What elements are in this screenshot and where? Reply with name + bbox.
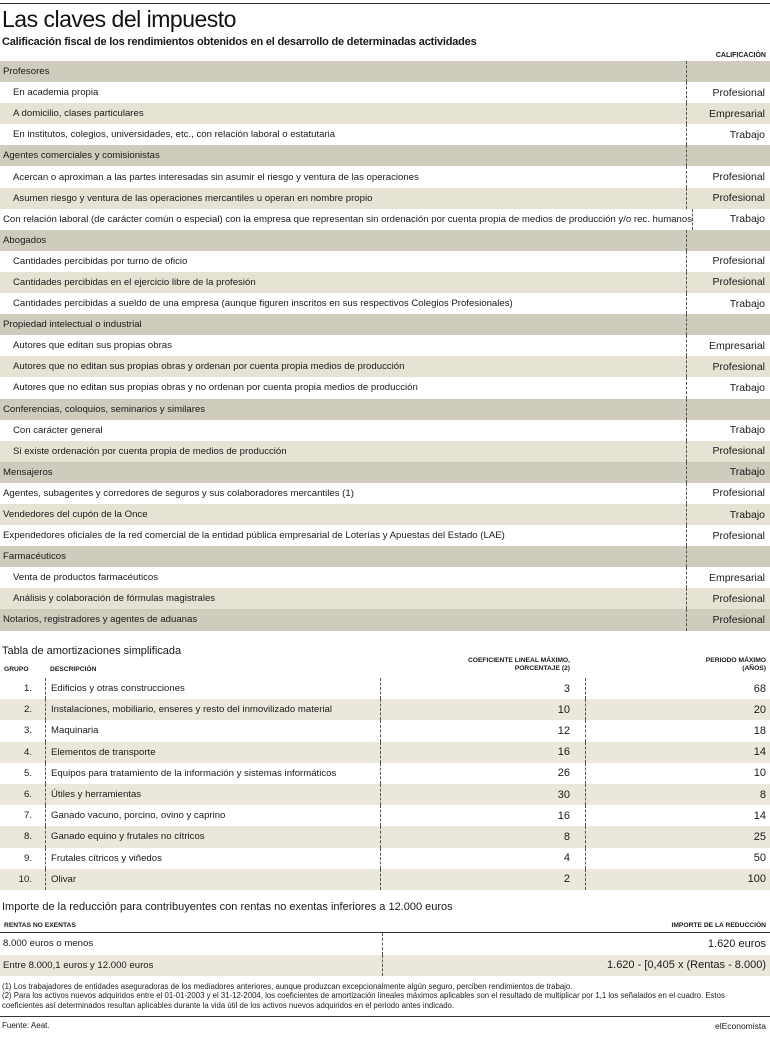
- periodo-header: [706, 657, 766, 673]
- row-description: Conferencias, coloquios, seminarios y similares: [3, 403, 206, 415]
- row-calificacion: [686, 230, 770, 251]
- row-coeficiente: 26: [381, 763, 586, 784]
- row-grupo: 7.: [23, 810, 32, 822]
- row-description: Cantidades percibidas por turno de oficio: [13, 255, 188, 267]
- category-row: [0, 61, 770, 82]
- row-description: En academia propia: [13, 87, 99, 99]
- table-row: [0, 699, 770, 720]
- coeficiente-header-line1: COEFICIENTE LINEAL MÁXIMO,: [467, 657, 570, 664]
- row-grupo: 2.: [23, 704, 32, 716]
- category-row: [0, 609, 770, 630]
- row-calificacion: Trabajo: [686, 293, 770, 314]
- page-subtitle: Calificación fiscal de los rendimientos obtenidos en el desarrollo de determinadas actividades: [2, 36, 477, 48]
- category-row: [0, 314, 770, 335]
- row-periodo: 8: [759, 788, 766, 801]
- row-descripcion: Ganado vacuno, porcino, ovino y caprino: [45, 805, 381, 826]
- row-calificacion: Empresarial: [686, 567, 770, 588]
- importe-header: IMPORTE DE LA REDUCCIÓN: [671, 922, 766, 929]
- row-descripcion: Ganado equino y frutales no cítricos: [45, 826, 381, 847]
- row-calificacion: [686, 145, 770, 166]
- table-row: [0, 848, 770, 869]
- row-descripcion: Equipos para tratamiento de la información y sistemas informáticos: [45, 763, 381, 784]
- category-row: [0, 399, 770, 420]
- row-grupo: 1.: [23, 683, 32, 695]
- row-descripcion: Instalaciones, mobiliario, enseres y resto del inmovilizado material: [45, 699, 381, 720]
- row-description: Autores que editan sus propias obras: [13, 340, 172, 352]
- row-calificacion: Trabajo: [686, 124, 770, 145]
- row-coeficiente: 8: [381, 826, 586, 847]
- row-calificacion: Empresarial: [686, 335, 770, 356]
- row-description: Expendedores oficiales de la red comercial de la entidad pública empresarial de Loterías y Apuestas del Estado (LAE): [3, 530, 505, 542]
- row-coeficiente: 3: [381, 678, 586, 699]
- row-description: Farmacéuticos: [3, 551, 66, 563]
- row-description: Cantidades percibidas en el ejercicio libre de la profesión: [13, 276, 256, 288]
- table-row: [0, 742, 770, 763]
- row-coeficiente: 12: [381, 720, 586, 741]
- coeficiente-header: [468, 657, 570, 673]
- table-row: [0, 103, 770, 124]
- row-grupo: 4.: [23, 746, 32, 758]
- row-description: Con relación laboral (de carácter común o especial) con la empresa que representan sin ordenación por cuenta propia de medios de producción y/o rec. humanos: [3, 213, 693, 225]
- table-row: [0, 933, 770, 955]
- row-importe: 1.620 euros: [707, 937, 766, 950]
- row-descripcion: Útiles y herramientas: [45, 784, 381, 805]
- table-row: [0, 567, 770, 588]
- row-grupo: 6.: [23, 789, 32, 801]
- row-description: Venta de productos farmacéuticos: [13, 572, 159, 584]
- row-calificacion: Trabajo: [686, 504, 770, 525]
- periodo-header-line2: (AÑOS): [742, 665, 766, 672]
- row-grupo: 3.: [23, 725, 32, 737]
- row-coeficiente: 16: [381, 805, 586, 826]
- footnote-2: (2) Para los activos nuevos adquiridos entre el 01-01-2003 y el 31-12-2004, los coeficientes de amortización lineales máximos aplicables son el resultado de multiplicar por 1,1 los señalados en el cuadro. Estos coeficientes así determinados resultan aplicables durante la vida útil de los activos nuevos adquiridos en el periodo antes indicado.: [2, 991, 725, 1010]
- row-calificacion: Trabajo: [692, 209, 770, 230]
- row-calificacion: [686, 546, 770, 567]
- row-coeficiente: 10: [381, 699, 586, 720]
- rentas-header: RENTAS NO EXENTAS: [4, 922, 76, 929]
- row-rentas: Entre 8.000,1 euros y 12.000 euros: [0, 955, 383, 977]
- footnote-1: (1) Los trabajadores de entidades aseguradoras de los mediadores anteriores, aunque produzcan excepcionalmente algún seguro, perciben rendimientos de trabajo.: [2, 982, 573, 991]
- row-periodo: 20: [753, 703, 766, 716]
- row-description: Agentes comerciales y comisionistas: [3, 150, 160, 162]
- row-description: Acercan o aproximan a las partes interesadas sin asumir el riesgo y ventura de las operaciones: [13, 171, 419, 183]
- row-descripcion: Maquinaria: [45, 720, 381, 741]
- row-calificacion: [686, 314, 770, 335]
- table-row: [0, 82, 770, 103]
- row-periodo: 100: [747, 873, 766, 886]
- row-descripcion: Edificios y otras construcciones: [45, 678, 381, 699]
- table-row: [0, 588, 770, 609]
- category-row: [0, 462, 770, 483]
- reduccion-table: [0, 932, 770, 976]
- row-calificacion: Trabajo: [686, 420, 770, 441]
- category-row: [0, 145, 770, 166]
- row-description: Profesores: [3, 66, 50, 78]
- row-calificacion: Trabajo: [686, 462, 770, 483]
- row-description: Análisis y colaboración de fórmulas magistrales: [13, 593, 216, 605]
- table-row: [0, 209, 770, 230]
- table-row: [0, 166, 770, 187]
- calificacion-table: [0, 61, 770, 631]
- row-calificacion: Profesional: [686, 188, 770, 209]
- row-description: Con carácter general: [13, 424, 103, 436]
- row-coeficiente: 2: [381, 869, 586, 890]
- row-calificacion: Profesional: [686, 356, 770, 377]
- row-calificacion: Profesional: [686, 483, 770, 504]
- row-grupo: 9.: [23, 852, 32, 864]
- table-row: [0, 720, 770, 741]
- table-row: [0, 124, 770, 145]
- row-description: Abogados: [3, 234, 47, 246]
- source-text: Fuente: Aeat.: [2, 1021, 50, 1030]
- row-periodo: 18: [753, 724, 766, 737]
- row-importe: 1.620 - [0,405 x (Rentas - 8.000): [607, 959, 766, 972]
- row-rentas: 8.000 euros o menos: [0, 933, 383, 955]
- brand-text: elEconomista: [714, 1021, 766, 1031]
- table-row: [0, 678, 770, 699]
- row-descripcion: Elementos de transporte: [45, 742, 381, 763]
- table-row: [0, 251, 770, 272]
- table-row: [0, 420, 770, 441]
- amortizaciones-table: [0, 678, 770, 890]
- row-descripcion: Frutales cítricos y viñedos: [45, 848, 381, 869]
- row-description: Cantidades percibidas a sueldo de una empresa (aunque figuren inscritos en sus respectivos Colegios Profesionales): [13, 298, 513, 310]
- row-description: Notarios, registradores y agentes de aduanas: [3, 614, 198, 626]
- row-calificacion: Profesional: [686, 272, 770, 293]
- descripcion-header: DESCRIPCIÓN: [50, 666, 97, 673]
- row-description: Mensajeros: [3, 466, 53, 478]
- row-calificacion: Profesional: [686, 525, 770, 546]
- row-description: Agentes, subagentes y corredores de seguros y sus colaboradores mercantiles (1): [3, 487, 354, 499]
- table-row: [0, 188, 770, 209]
- row-coeficiente: 30: [381, 784, 586, 805]
- page-title: Las claves del impuesto: [2, 6, 236, 32]
- row-description: En institutos, colegios, universidades, etc., con relación laboral o estatutaria: [13, 129, 336, 141]
- row-grupo: 5.: [23, 767, 32, 779]
- calificacion-header: CALIFICACIÓN: [715, 52, 766, 59]
- table-row: [0, 483, 770, 504]
- amortizaciones-title: Tabla de amortizaciones simplificada: [2, 645, 182, 657]
- row-calificacion: [686, 399, 770, 420]
- table-row: [0, 504, 770, 525]
- row-calificacion: Profesional: [686, 82, 770, 103]
- row-calificacion: Profesional: [686, 166, 770, 187]
- table-row: [0, 441, 770, 462]
- table-row: [0, 335, 770, 356]
- row-description: Autores que no editan sus propias obras y ordenan por cuenta propia medios de producción: [13, 361, 405, 373]
- table-row: [0, 356, 770, 377]
- periodo-header-line1: PERIODO MÁXIMO: [705, 657, 766, 664]
- row-calificacion: Empresarial: [686, 103, 770, 124]
- table-row: [0, 272, 770, 293]
- table-row: [0, 869, 770, 890]
- row-periodo: 14: [753, 746, 766, 759]
- row-description: A domicilio, clases particulares: [13, 108, 144, 120]
- category-row: [0, 546, 770, 567]
- table-row: [0, 525, 770, 546]
- top-rule: [0, 3, 770, 4]
- row-description: Si existe ordenación por cuenta propia de medios de producción: [13, 445, 287, 457]
- coeficiente-header-line2: PORCENTAJE (2): [514, 665, 570, 672]
- table-row: [0, 763, 770, 784]
- row-calificacion: Profesional: [686, 588, 770, 609]
- table-row: [0, 955, 770, 977]
- table-row: [0, 826, 770, 847]
- reduccion-title: Importe de la reducción para contribuyentes con rentas no exentas inferiores a 12.000 euros: [2, 901, 453, 913]
- grupo-header: GRUPO: [4, 666, 29, 673]
- row-calificacion: Trabajo: [686, 377, 770, 398]
- table-row: [0, 784, 770, 805]
- row-calificacion: Profesional: [686, 251, 770, 272]
- row-grupo: 10.: [18, 873, 32, 885]
- row-periodo: 10: [753, 767, 766, 780]
- row-description: Vendedores del cupón de la Once: [3, 509, 148, 521]
- row-periodo: 14: [753, 809, 766, 822]
- row-coeficiente: 4: [381, 848, 586, 869]
- table-row: [0, 377, 770, 398]
- table-row: [0, 293, 770, 314]
- table-row: [0, 805, 770, 826]
- row-periodo: 50: [753, 852, 766, 865]
- row-grupo: 8.: [23, 831, 32, 843]
- row-coeficiente: 16: [381, 742, 586, 763]
- footnotes: [2, 982, 768, 1010]
- category-row: [0, 230, 770, 251]
- row-calificacion: [686, 61, 770, 82]
- row-periodo: 25: [753, 830, 766, 843]
- row-description: Autores que no editan sus propias obras y no ordenan por cuenta propia medios de producción: [13, 382, 418, 394]
- row-description: Propiedad intelectual o industrial: [3, 319, 142, 331]
- row-description: Asumen riesgo y ventura de las operaciones mercantiles u operan en nombre propio: [13, 192, 373, 204]
- row-descripcion: Olivar: [45, 869, 381, 890]
- row-calificacion: Profesional: [686, 609, 770, 630]
- row-periodo: 68: [753, 682, 766, 695]
- source-rule: [0, 1016, 770, 1017]
- row-calificacion: Profesional: [686, 441, 770, 462]
